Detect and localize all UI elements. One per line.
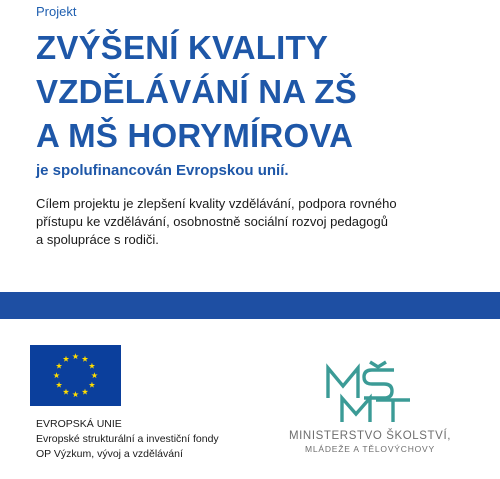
project-title-line: ZVÝŠENÍ KVALITY xyxy=(36,29,329,66)
description-line: a spolupráce s rodiči. xyxy=(36,232,159,247)
description-line: Cílem projektu je zlepšení kvality vzdělávání, podpora rovného xyxy=(36,196,397,211)
project-subtitle: je spolufinancován Evropskou unií. xyxy=(36,162,289,179)
project-title-line: A MŠ HORYMÍROVA xyxy=(36,117,354,154)
project-title xyxy=(36,26,357,158)
eu-program: OP Výzkum, vývoj a vzdělávání xyxy=(36,448,183,460)
description-line: přístupu ke vzdělávání, osobnostně sociální rozvoj pedagogů xyxy=(36,214,388,229)
msmt-name xyxy=(268,430,472,454)
eu-fund: Evropské strukturální a investiční fondy xyxy=(36,433,219,445)
msmt-logo-icon xyxy=(322,360,414,426)
msmt-line-2: MLÁDEŽE A TĚLOVÝCHOVY xyxy=(304,444,435,454)
blue-band xyxy=(0,292,500,319)
project-description xyxy=(36,195,456,249)
project-title-line: VZDĚLÁVÁNÍ NA ZŠ xyxy=(36,73,357,110)
eu-name: EVROPSKÁ UNIE xyxy=(36,418,122,430)
eu-flag-icon xyxy=(30,345,121,406)
msmt-line-1: MINISTERSTVO ŠKOLSTVÍ, xyxy=(288,430,452,442)
eu-info xyxy=(36,417,219,462)
project-label: Projekt xyxy=(36,4,77,19)
